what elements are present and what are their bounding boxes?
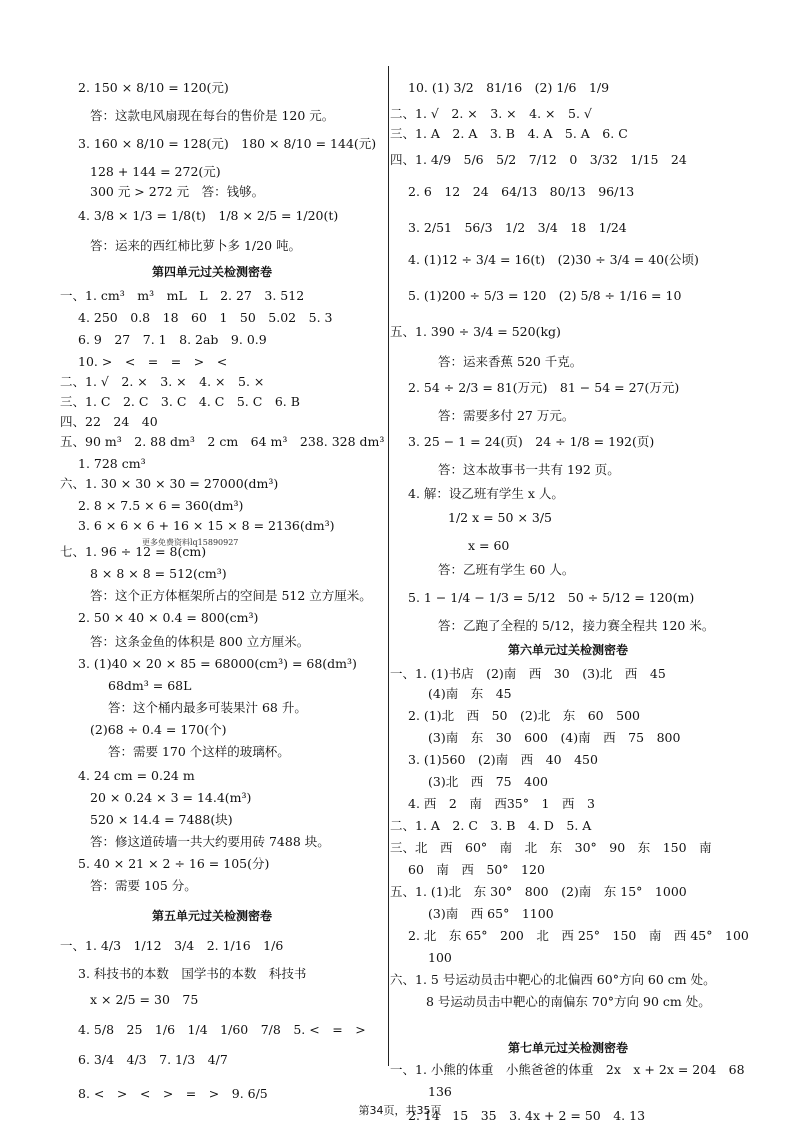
- answer-line: 2. 54 ÷ 2/3 = 81(万元) 81 − 54 = 27(万元): [408, 380, 680, 395]
- answer-line: 10. > < = = > <: [78, 354, 228, 369]
- answer-line: 2. 北 东 65° 200 北 西 25° 150 南 西 45° 100: [408, 928, 749, 943]
- answer-line: 2. 50 × 40 × 0.4 = 800(cm³): [78, 610, 259, 625]
- answer-line: 一、1. 4/3 1/12 3/4 2. 1/16 1/6: [60, 938, 284, 953]
- answer-line: 3. 160 × 8/10 = 128(元) 180 × 8/10 = 144(元): [78, 136, 377, 151]
- answer-line: 3. (1)560 (2)南 西 40 450: [408, 752, 598, 767]
- answer-line: 二、1. A 2. C 3. B 4. D 5. A: [390, 818, 592, 833]
- answer-line: x × 2/5 = 30 75: [90, 992, 199, 1007]
- answer-line: 3. 2/51 56/3 1/2 3/4 18 1/24: [408, 220, 627, 235]
- answer-line: 四、1. 4/9 5/6 5/2 7/12 0 3/32 1/15 24: [390, 152, 687, 167]
- answer-line: 一、1. cm³ m³ mL L 2. 27 3. 512: [60, 288, 305, 303]
- answer-line: 答：运来的西红柿比萝卜多 1/20 吨。: [90, 238, 302, 253]
- section-title: 第六单元过关检测密卷: [508, 643, 629, 657]
- page-footer: 第34页，共35页: [358, 1104, 442, 1117]
- answer-line: x = 60: [468, 538, 510, 553]
- answer-line: 5. 40 × 21 × 2 ÷ 16 = 105(分): [78, 856, 270, 871]
- answer-line: 4. 5/8 25 1/6 1/4 1/60 7/8 5. < = >: [78, 1022, 366, 1037]
- answer-line: 一、1. 小熊的体重 小熊爸爸的体重 2x x + 2x = 204 68: [390, 1062, 745, 1077]
- answer-line: 6. 3/4 4/3 7. 1/3 4/7: [78, 1052, 228, 1067]
- answer-line: (2)68 ÷ 0.4 = 170(个): [90, 722, 227, 737]
- answer-line: 答：乙跑了全程的 5/12，接力赛全程共 120 米。: [438, 618, 715, 633]
- answer-line: 六、1. 5 号运动员击中靶心的北偏西 60°方向 60 cm 处。: [390, 972, 716, 987]
- answer-line: 2. 6 12 24 64/13 80/13 96/13: [408, 184, 635, 199]
- answer-line: 二、1. √ 2. × 3. × 4. × 5. ×: [60, 374, 265, 389]
- answer-line: 2. 8 × 7.5 × 6 = 360(dm³): [78, 498, 244, 513]
- answer-line: 8 号运动员击中靶心的南偏东 70°方向 90 cm 处。: [426, 994, 711, 1009]
- answer-line: 8 × 8 × 8 = 512(cm³): [90, 566, 227, 581]
- answer-line: 3. 25 − 1 = 24(页) 24 ÷ 1/8 = 192(页): [408, 434, 655, 449]
- column-divider: [388, 66, 389, 1066]
- section-title: 第七单元过关检测密卷: [508, 1041, 629, 1055]
- answer-line: 2. 14 15 35 3. 4x + 2 = 50 4. 13: [408, 1108, 646, 1123]
- answer-line: 答：这条金鱼的体积是 800 立方厘米。: [90, 634, 310, 649]
- answer-line: 四、22 24 40: [60, 414, 158, 429]
- answer-line: 10. (1) 3/2 81/16 (2) 1/6 1/9: [408, 80, 610, 95]
- answer-line: 2. (1)北 西 50 (2)北 东 60 500: [408, 708, 640, 723]
- section-title: 第五单元过关检测密卷: [152, 909, 273, 923]
- answer-line: 60 南 西 50° 120: [408, 862, 545, 877]
- answer-line: 520 × 14.4 = 7488(块): [90, 812, 233, 827]
- answer-line: 100: [428, 950, 452, 965]
- answer-line: 300 元 > 272 元 答：钱够。: [90, 184, 265, 199]
- answer-line: 4. 250 0.8 18 60 1 50 5.02 5. 3: [78, 310, 333, 325]
- answer-line: (3)南 东 30 600 (4)南 西 75 800: [428, 730, 681, 745]
- answer-line: 6. 9 27 7. 1 8. 2ab 9. 0.9: [78, 332, 267, 347]
- answer-line: 答：需要 170 个这样的玻璃杯。: [108, 744, 290, 759]
- answer-line: 5. (1)200 ÷ 5/3 = 120 (2) 5/8 ÷ 1/16 = 10: [408, 288, 682, 303]
- answer-line: 五、90 m³ 2. 88 dm³ 2 cm 64 m³ 238. 328 dm³: [60, 434, 385, 449]
- answer-line: 一、1. (1)书店 (2)南 西 30 (3)北 西 45: [390, 666, 666, 681]
- answer-line: 4. 西 2 南 西35° 1 西 3: [408, 796, 595, 811]
- answer-line: 128 + 144 = 272(元): [90, 164, 221, 179]
- answer-line: 答：这款电风扇现在每台的售价是 120 元。: [90, 108, 335, 123]
- answer-line: 68dm³ = 68L: [108, 678, 192, 693]
- answer-line: 二、1. √ 2. × 3. × 4. × 5. √: [390, 106, 592, 121]
- answer-line: 5. 1 − 1/4 − 1/3 = 5/12 50 ÷ 5/12 = 120(m): [408, 590, 695, 605]
- answer-line: 五、1. 390 ÷ 3/4 = 520(kg): [390, 324, 561, 339]
- answer-line: 答：这本故事书一共有 192 页。: [438, 462, 620, 477]
- answer-line: 答：需要多付 27 万元。: [438, 408, 575, 423]
- answer-line: 答：这个正方体框架所占的空间是 512 立方厘米。: [90, 588, 372, 603]
- answer-line: 4. 解：设乙班有学生 x 人。: [408, 486, 564, 501]
- answer-line: (4)南 东 45: [428, 686, 512, 701]
- answer-line: 3. (1)40 × 20 × 85 = 68000(cm³) = 68(dm³): [78, 656, 357, 671]
- answer-line: 三、北 西 60° 南 北 东 30° 90 东 150 南: [390, 840, 712, 855]
- watermark-note: 更多免费资料lq15890927: [142, 538, 239, 547]
- answer-line: 4. 3/8 × 1/3 = 1/8(t) 1/8 × 2/5 = 1/20(t): [78, 208, 339, 223]
- answer-line: 4. 24 cm = 0.24 m: [78, 768, 195, 783]
- answer-line: 答：需要 105 分。: [90, 878, 197, 893]
- answer-line: 4. (1)12 ÷ 3/4 = 16(t) (2)30 ÷ 3/4 = 40(公顷): [408, 252, 699, 267]
- answer-line: 3. 科技书的本数 国学书的本数 科技书: [78, 966, 307, 981]
- answer-line: 136: [428, 1084, 452, 1099]
- answer-line: 2. 150 × 8/10 = 120(元): [78, 80, 229, 95]
- answer-line: 1. 728 cm³: [78, 456, 146, 471]
- section-title: 第四单元过关检测密卷: [152, 265, 273, 279]
- answer-line: (3)南 西 65° 1100: [428, 906, 554, 921]
- answer-line: 答：运来香蕉 520 千克。: [438, 354, 583, 369]
- answer-line: 五、1. (1)北 东 30° 800 (2)南 东 15° 1000: [390, 884, 687, 899]
- answer-line: 3. 6 × 6 × 6 + 16 × 15 × 8 = 2136(dm³): [78, 518, 335, 533]
- answer-line: 20 × 0.24 × 3 = 14.4(m³): [90, 790, 252, 805]
- answer-line: 1/2 x = 50 × 3/5: [448, 510, 553, 525]
- answer-line: 8. < > < > = > 9. 6/5: [78, 1086, 268, 1101]
- answer-line: 答：乙班有学生 60 人。: [438, 562, 575, 577]
- answer-line: 三、1. C 2. C 3. C 4. C 5. C 6. B: [60, 394, 300, 409]
- answer-line: (3)北 西 75 400: [428, 774, 548, 789]
- answer-line: 答：修这道砖墙一共大约要用砖 7488 块。: [90, 834, 330, 849]
- answer-line: 答：这个桶内最多可装果汁 68 升。: [108, 700, 307, 715]
- answer-line: 六、1. 30 × 30 × 30 = 27000(dm³): [60, 476, 279, 491]
- answer-line: 七、1. 96 ÷ 12 = 8(cm): [60, 544, 207, 559]
- answer-line: 三、1. A 2. A 3. B 4. A 5. A 6. C: [390, 126, 628, 141]
